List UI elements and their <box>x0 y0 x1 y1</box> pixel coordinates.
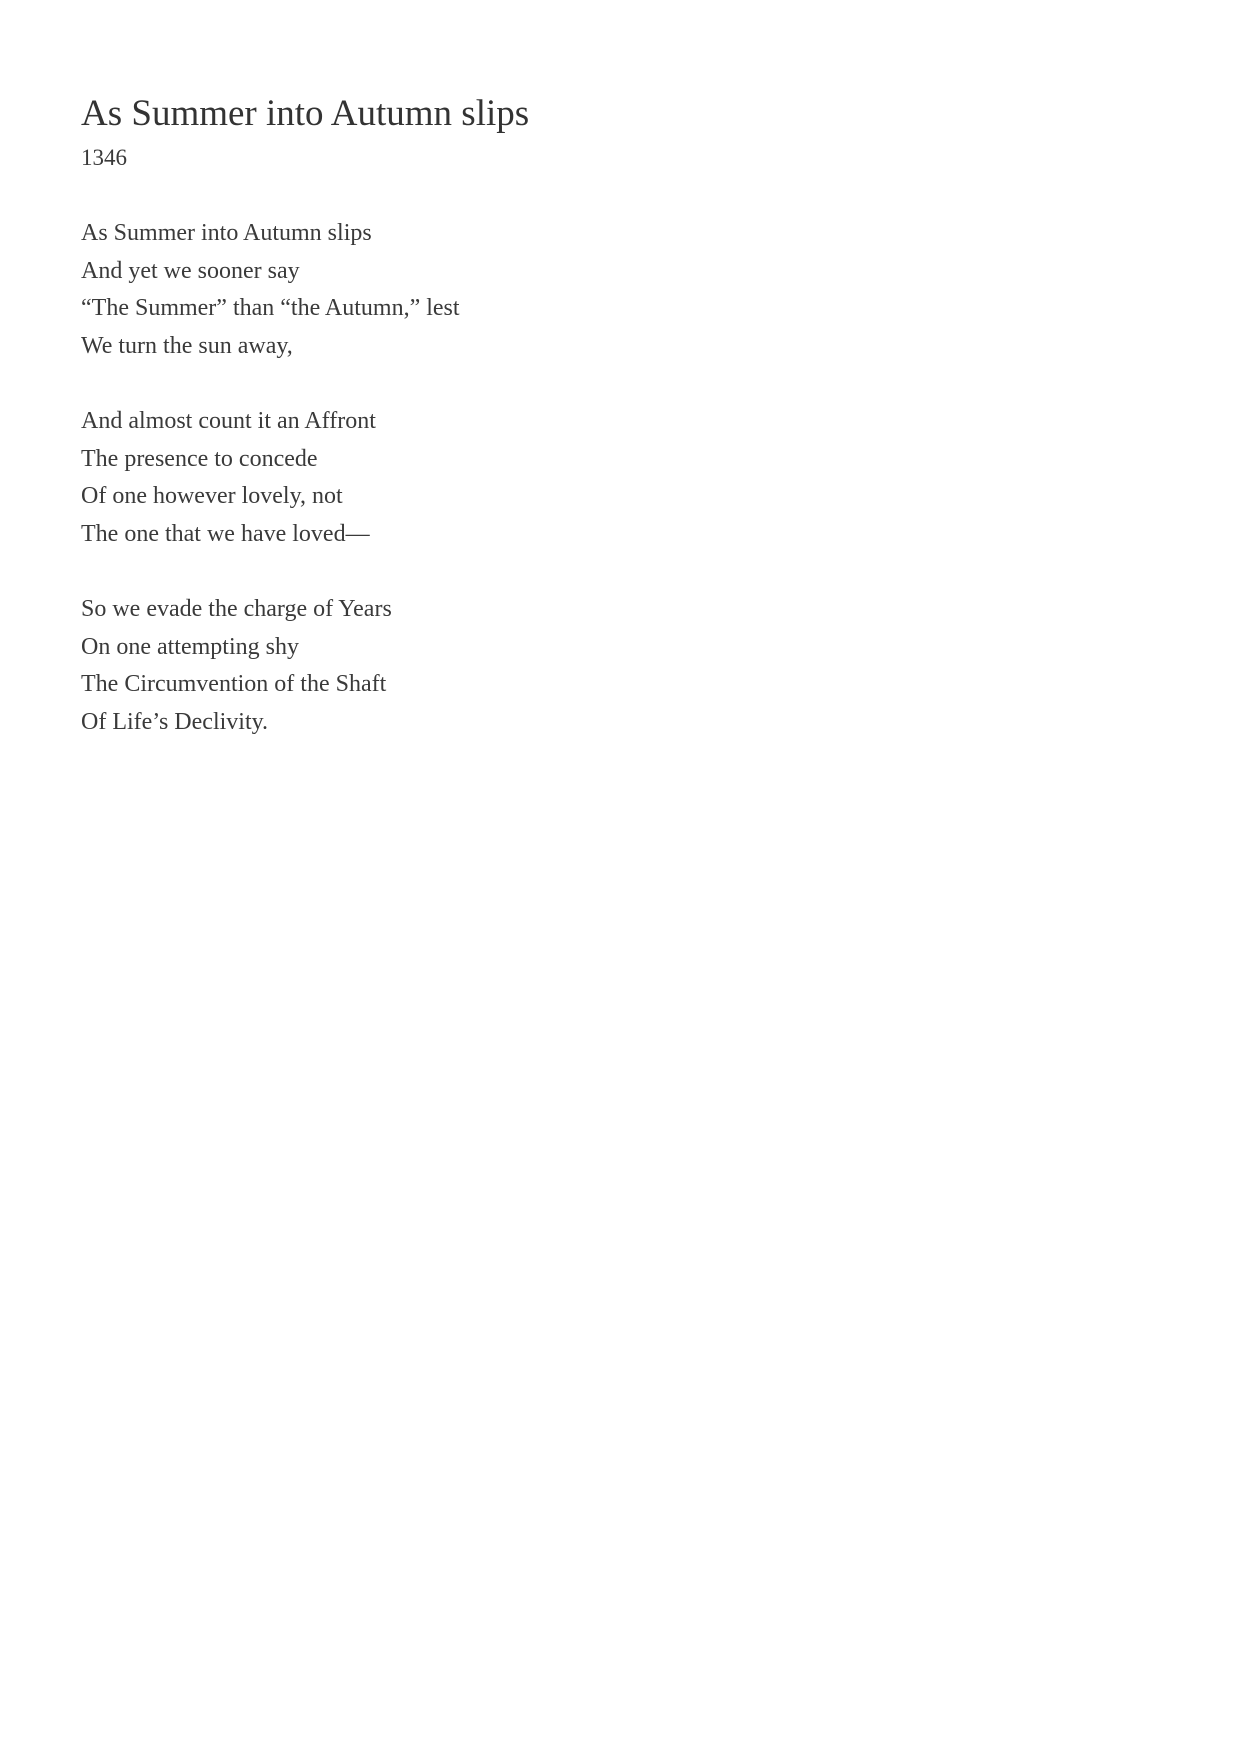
poem-line: As Summer into Autumn slips <box>81 220 372 246</box>
poem-line: And yet we sooner say <box>81 257 300 284</box>
poem-line: Of Life’s Declivity. <box>81 708 269 735</box>
poem-title: As Summer into Autumn slips <box>81 93 530 134</box>
poem-line: The one that we have loved— <box>81 520 370 547</box>
poem-line: “The Summer” than “the Autumn,” lest <box>81 295 460 321</box>
stanza <box>81 215 981 365</box>
stanza <box>81 591 981 741</box>
poem-body <box>81 215 981 779</box>
poem-line: On one attempting shy <box>81 633 299 660</box>
poem-line: The Circumvention of the Shaft <box>81 671 387 697</box>
poem-number: 1346 <box>81 145 127 170</box>
poem-line: So we evade the charge of Years <box>81 596 392 622</box>
poem-line: We turn the sun away, <box>81 332 293 359</box>
poem-line: And almost count it an Affront <box>81 408 376 434</box>
poem-line: The presence to concede <box>81 445 318 472</box>
stanza <box>81 403 981 553</box>
poem-line: Of one however lovely, not <box>81 483 343 509</box>
